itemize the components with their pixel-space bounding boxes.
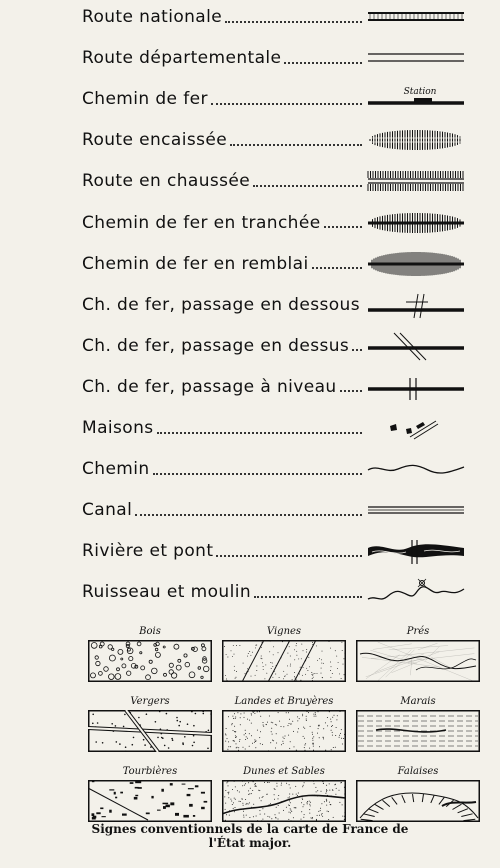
legend-row xyxy=(82,84,472,114)
station-text: Station xyxy=(403,87,437,98)
legend-label: Chemin xyxy=(82,459,150,480)
dunes-pattern xyxy=(222,780,346,822)
legend-row xyxy=(82,43,472,73)
leader-dots xyxy=(352,349,362,351)
leader-dots xyxy=(230,144,362,146)
legend-row xyxy=(82,454,472,484)
chemin-de-fer-symbol xyxy=(366,84,466,114)
leader-dots xyxy=(211,103,362,105)
terrain-label: Vignes xyxy=(266,626,302,637)
caption-line-1: Signes conventionnels de la carte de France de xyxy=(91,822,409,836)
legend-row xyxy=(82,331,472,361)
passage-dessous-symbol xyxy=(366,290,466,320)
legend-label: Rivière et pont xyxy=(82,541,214,562)
route-en-chaussee-symbol xyxy=(366,166,466,196)
legend-caption xyxy=(0,822,500,850)
legend-label: Chemin de fer en remblai xyxy=(82,253,309,274)
route-encaissee-symbol xyxy=(366,125,466,155)
chemin-de-fer-remblai-symbol xyxy=(366,249,466,279)
vignes-pattern xyxy=(222,640,346,682)
legend-row xyxy=(82,2,472,32)
legend-row xyxy=(82,577,472,607)
legend-label: Route départementale xyxy=(82,48,282,69)
legend-row xyxy=(82,372,472,402)
legend-label: Chemin de fer en tranchée xyxy=(82,212,321,233)
caption-line-2: l'État major. xyxy=(208,836,292,850)
legend-row xyxy=(82,208,472,238)
legend-row xyxy=(82,495,472,525)
leader-dots xyxy=(254,596,362,598)
maisons-symbol xyxy=(366,413,466,443)
leader-dots xyxy=(135,514,362,516)
legend-label: Ch. de fer, passage en dessous xyxy=(82,294,360,315)
legend-label: Canal xyxy=(82,500,133,521)
leader-dots xyxy=(157,432,362,434)
route-departementale-symbol xyxy=(366,43,466,73)
legend-row xyxy=(82,290,472,320)
leader-dots xyxy=(216,555,362,557)
ruisseau-moulin-symbol xyxy=(366,577,466,607)
terrain-label: Tourbières xyxy=(122,766,178,777)
legend-row xyxy=(82,166,472,196)
leader-dots xyxy=(153,473,362,475)
terrain-label: Marais xyxy=(400,696,436,707)
legend-row xyxy=(82,249,472,279)
terrain-label: Prés xyxy=(406,626,430,637)
vergers-pattern xyxy=(88,710,212,752)
legend-label: Chemin de fer xyxy=(82,89,208,110)
legend-label: Route encaissée xyxy=(82,130,228,151)
chemin-symbol xyxy=(366,454,466,484)
riviere-pont-symbol xyxy=(366,536,466,566)
legend-label: Ch. de fer, passage en dessus xyxy=(82,335,350,356)
terrain-label: Bois xyxy=(139,626,161,637)
legend-row xyxy=(82,125,472,155)
leader-dots xyxy=(284,62,362,64)
landes-pattern xyxy=(222,710,346,752)
terrain-label: Vergers xyxy=(130,696,170,707)
legend-label: Ch. de fer, passage à niveau xyxy=(82,376,337,397)
marais-pattern xyxy=(356,710,480,752)
leader-dots xyxy=(340,390,362,392)
legend-label: Maisons xyxy=(82,418,154,438)
terrain-label: Landes et Bruyères xyxy=(234,696,334,707)
legend-label: Route en chaussée xyxy=(82,171,251,192)
terrain-label: Dunes et Sables xyxy=(243,766,325,777)
falaises-pattern xyxy=(356,780,480,822)
tourbieres-pattern xyxy=(88,780,212,822)
passage-niveau-symbol xyxy=(366,372,466,402)
passage-dessus-symbol xyxy=(366,331,466,361)
pres-pattern xyxy=(356,640,480,682)
terrain-grid xyxy=(80,626,470,816)
chemin-de-fer-tranchee-symbol xyxy=(366,208,466,238)
legend-row xyxy=(82,536,472,566)
bois-pattern xyxy=(88,640,212,682)
canal-symbol xyxy=(366,495,466,525)
legend-label: Ruisseau et moulin xyxy=(82,582,251,603)
legend-label: Route nationale xyxy=(82,7,223,27)
leader-dots xyxy=(312,267,362,269)
route-nationale-symbol xyxy=(366,2,466,32)
leader-dots xyxy=(225,21,362,23)
leader-dots xyxy=(324,226,362,228)
leader-dots xyxy=(253,185,362,187)
terrain-label: Falaises xyxy=(397,766,439,777)
legend-row xyxy=(82,413,472,443)
